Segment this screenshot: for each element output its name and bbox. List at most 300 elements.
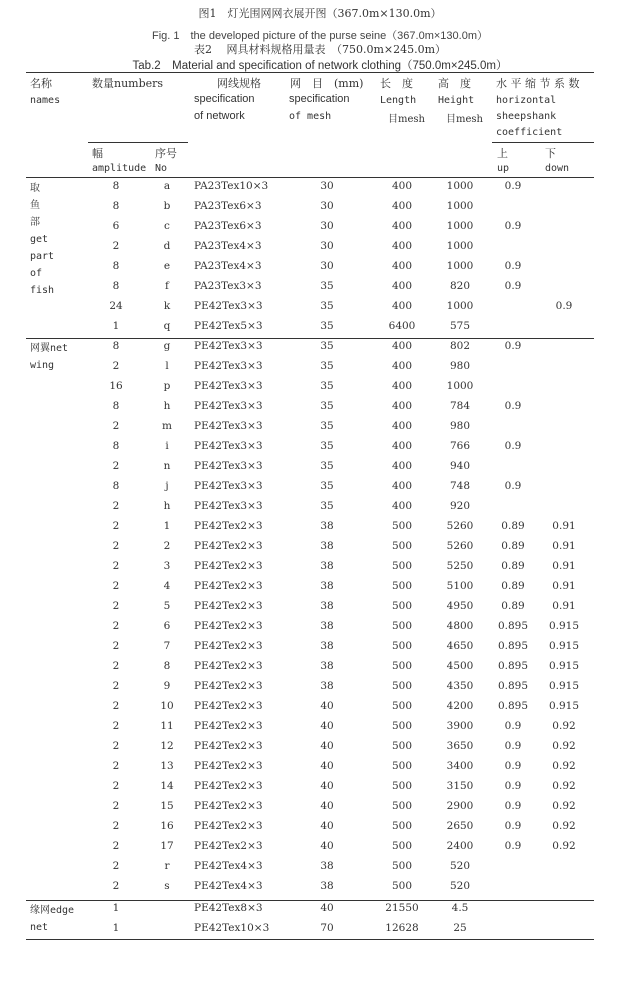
cell-coef-down: 0.92 xyxy=(552,720,576,732)
cell-coef-down: 0.91 xyxy=(552,560,576,572)
cell-net-spec: PE42Tex2×3 xyxy=(194,560,263,572)
table-2-caption-en: Tab.2 Material and specification of network clothing（750.0m×245.0m） xyxy=(132,60,508,72)
cell-length: 12628 xyxy=(385,922,419,934)
table-bottom-rule xyxy=(26,939,594,940)
cell-mesh: 35 xyxy=(320,480,334,492)
cell-amplitude: 8 xyxy=(112,400,120,412)
cell-net-spec: PE42Tex2×3 xyxy=(194,700,263,712)
cell-height: 4.5 xyxy=(451,902,469,914)
header-names-cn: 名称 xyxy=(30,77,52,90)
cell-number: r xyxy=(164,860,170,872)
cell-amplitude: 2 xyxy=(112,620,120,632)
cell-number: 3 xyxy=(163,560,171,572)
cell-amplitude: 8 xyxy=(112,340,120,352)
header-up-cn: 上 xyxy=(497,147,508,160)
cell-mesh: 35 xyxy=(320,280,334,292)
cell-amplitude: 2 xyxy=(112,600,120,612)
cell-mesh: 35 xyxy=(320,300,334,312)
figure-1-caption-en: Fig. 1 the developed picture of the purse seine（367.0m×130.0m） xyxy=(151,30,488,42)
cell-amplitude: 2 xyxy=(112,540,120,552)
cell-length: 500 xyxy=(391,760,413,772)
cell-coef-up: 0.9 xyxy=(504,740,522,752)
cell-mesh: 38 xyxy=(320,680,334,692)
cell-net-spec: PE42Tex3×3 xyxy=(194,400,263,412)
cell-net-spec: PE42Tex2×3 xyxy=(194,660,263,672)
header-spec-cn: 网线规格 xyxy=(217,77,261,90)
cell-coef-up: 0.89 xyxy=(501,580,525,592)
header-spec-en-2: of network xyxy=(194,110,245,122)
cell-amplitude: 2 xyxy=(112,660,120,672)
cell-amplitude: 2 xyxy=(112,520,120,532)
cell-number: 5 xyxy=(163,600,171,612)
cell-height: 5250 xyxy=(446,560,474,572)
cell-height: 2400 xyxy=(446,840,474,852)
cell-length: 400 xyxy=(391,480,413,492)
cell-height: 4350 xyxy=(446,680,474,692)
cell-mesh: 38 xyxy=(320,540,334,552)
cell-height: 4500 xyxy=(446,660,474,672)
cell-length: 400 xyxy=(391,200,413,212)
cell-length: 400 xyxy=(391,420,413,432)
cell-mesh: 38 xyxy=(320,640,334,652)
cell-net-spec: PE42Tex3×3 xyxy=(194,380,263,392)
cell-coef-down: 0.92 xyxy=(552,820,576,832)
cell-length: 500 xyxy=(391,540,413,552)
header-coefficient-subrule xyxy=(492,142,594,143)
cell-mesh: 35 xyxy=(320,460,334,472)
cell-coef-up: 0.89 xyxy=(501,520,525,532)
cell-length: 500 xyxy=(391,720,413,732)
cell-net-spec: PE42Tex3×3 xyxy=(194,360,263,372)
cell-height: 1000 xyxy=(446,240,474,252)
cell-mesh: 30 xyxy=(320,200,334,212)
cell-coef-up: 0.895 xyxy=(497,640,529,652)
cell-height: 4650 xyxy=(446,640,474,652)
cell-length: 500 xyxy=(391,600,413,612)
cell-mesh: 35 xyxy=(320,500,334,512)
cell-number: a xyxy=(163,180,171,192)
cell-mesh: 30 xyxy=(320,220,334,232)
cell-length: 500 xyxy=(391,740,413,752)
cell-net-spec: PE42Tex3×3 xyxy=(194,420,263,432)
cell-coef-down: 0.9 xyxy=(555,300,573,312)
header-height-cn: 高 度 xyxy=(438,77,471,90)
header-coefficient-cn: 水 平 缩 节 系 数 xyxy=(496,77,580,90)
cell-amplitude: 8 xyxy=(112,260,120,272)
cell-net-spec: PE42Tex8×3 xyxy=(194,902,263,914)
cell-height: 1000 xyxy=(446,260,474,272)
cell-number: 11 xyxy=(160,720,174,732)
cell-amplitude: 8 xyxy=(112,440,120,452)
cell-mesh: 38 xyxy=(320,880,334,892)
table-2-caption-cn: 表2 网具材料规格用量表 （750.0m×245.0m） xyxy=(193,43,447,56)
cell-net-spec: PE42Tex10×3 xyxy=(194,922,270,934)
cell-number: 14 xyxy=(160,780,174,792)
cell-height: 1000 xyxy=(446,220,474,232)
cell-height: 25 xyxy=(453,922,467,934)
cell-coef-up: 0.9 xyxy=(504,720,522,732)
cell-length: 400 xyxy=(391,460,413,472)
cell-net-spec: PA23Tex6×3 xyxy=(194,220,262,232)
header-coefficient-en-2: sheepshank xyxy=(496,111,557,122)
cell-amplitude: 2 xyxy=(112,700,120,712)
cell-amplitude: 2 xyxy=(112,740,120,752)
cell-mesh: 40 xyxy=(320,780,334,792)
cell-coef-up: 0.9 xyxy=(504,820,522,832)
cell-coef-down: 0.915 xyxy=(548,640,580,652)
cell-coef-up: 0.89 xyxy=(501,600,525,612)
cell-number: n xyxy=(163,460,171,472)
cell-net-spec: PE42Tex5×3 xyxy=(194,320,263,332)
cell-length: 400 xyxy=(391,500,413,512)
cell-coef-up: 0.9 xyxy=(504,440,522,452)
cell-coef-down: 0.91 xyxy=(552,520,576,532)
cell-coef-down: 0.91 xyxy=(552,580,576,592)
header-no-cn: 序号 xyxy=(155,147,177,160)
header-amplitude-en: amplitude xyxy=(92,163,147,174)
cell-amplitude: 2 xyxy=(112,780,120,792)
cell-net-spec: PE42Tex4×3 xyxy=(194,860,263,872)
cell-amplitude: 2 xyxy=(112,820,120,832)
header-up-en: up xyxy=(497,163,510,174)
group-label: 缘网edge net xyxy=(30,905,75,933)
cell-number: g xyxy=(163,340,171,352)
cell-height: 980 xyxy=(449,420,471,432)
cell-height: 5100 xyxy=(446,580,474,592)
cell-mesh: 38 xyxy=(320,600,334,612)
cell-height: 1000 xyxy=(446,180,474,192)
cell-net-spec: PE42Tex3×3 xyxy=(194,440,263,452)
cell-amplitude: 2 xyxy=(112,680,120,692)
cell-amplitude: 1 xyxy=(112,922,120,934)
cell-net-spec: PA23Tex4×3 xyxy=(194,240,262,252)
header-names-en: names xyxy=(30,95,61,106)
header-spec-en-1: specification xyxy=(194,93,255,105)
cell-length: 500 xyxy=(391,660,413,672)
cell-height: 4800 xyxy=(446,620,474,632)
cell-mesh: 38 xyxy=(320,560,334,572)
cell-coef-up: 0.9 xyxy=(504,780,522,792)
cell-number: 15 xyxy=(160,800,174,812)
cell-length: 400 xyxy=(391,180,413,192)
cell-mesh: 35 xyxy=(320,440,334,452)
cell-height: 820 xyxy=(449,280,471,292)
header-height-en-2: 目mesh xyxy=(446,114,483,125)
cell-amplitude: 2 xyxy=(112,860,120,872)
cell-height: 980 xyxy=(449,360,471,372)
cell-height: 520 xyxy=(449,880,471,892)
cell-amplitude: 2 xyxy=(112,360,120,372)
header-mesh-en-1: specification xyxy=(289,93,350,105)
cell-length: 400 xyxy=(391,340,413,352)
cell-length: 400 xyxy=(391,260,413,272)
header-coefficient-en-1: horizontal xyxy=(496,95,557,106)
cell-mesh: 38 xyxy=(320,660,334,672)
header-numbers: 数量numbers xyxy=(92,77,164,90)
cell-amplitude: 24 xyxy=(109,300,123,312)
cell-number: 4 xyxy=(163,580,171,592)
header-numbers-subrule xyxy=(88,142,188,143)
cell-length: 400 xyxy=(391,400,413,412)
cell-amplitude: 8 xyxy=(112,180,120,192)
cell-mesh: 30 xyxy=(320,240,334,252)
group-separator-rule xyxy=(26,338,594,339)
cell-height: 3150 xyxy=(446,780,474,792)
cell-height: 1000 xyxy=(446,200,474,212)
cell-mesh: 40 xyxy=(320,902,334,914)
cell-number: m xyxy=(162,420,172,432)
cell-mesh: 35 xyxy=(320,320,334,332)
cell-net-spec: PE42Tex2×3 xyxy=(194,740,263,752)
cell-coef-down: 0.92 xyxy=(552,760,576,772)
cell-mesh: 38 xyxy=(320,860,334,872)
cell-height: 1000 xyxy=(446,380,474,392)
cell-net-spec: PE42Tex2×3 xyxy=(194,620,263,632)
cell-height: 3900 xyxy=(446,720,474,732)
cell-mesh: 40 xyxy=(320,760,334,772)
cell-amplitude: 2 xyxy=(112,500,120,512)
cell-amplitude: 2 xyxy=(112,880,120,892)
cell-coef-down: 0.915 xyxy=(548,660,580,672)
cell-height: 5260 xyxy=(446,540,474,552)
cell-net-spec: PA23Tex6×3 xyxy=(194,200,262,212)
cell-mesh: 40 xyxy=(320,820,334,832)
cell-height: 1000 xyxy=(446,300,474,312)
cell-amplitude: 2 xyxy=(112,580,120,592)
cell-number: 2 xyxy=(163,540,171,552)
cell-number: q xyxy=(163,320,171,332)
cell-number: 13 xyxy=(160,760,174,772)
cell-length: 400 xyxy=(391,360,413,372)
cell-amplitude: 16 xyxy=(109,380,123,392)
cell-number: e xyxy=(163,260,171,272)
group-label: 网翼net wing xyxy=(30,343,69,371)
cell-coef-down: 0.915 xyxy=(548,680,580,692)
cell-number: f xyxy=(165,280,169,292)
cell-coef-up: 0.9 xyxy=(504,840,522,852)
cell-mesh: 40 xyxy=(320,720,334,732)
cell-coef-up: 0.9 xyxy=(504,760,522,772)
cell-number: 12 xyxy=(160,740,174,752)
cell-amplitude: 1 xyxy=(112,320,120,332)
cell-mesh: 35 xyxy=(320,400,334,412)
cell-length: 500 xyxy=(391,880,413,892)
cell-height: 3650 xyxy=(446,740,474,752)
cell-length: 400 xyxy=(391,220,413,232)
cell-amplitude: 8 xyxy=(112,280,120,292)
cell-mesh: 30 xyxy=(320,180,334,192)
cell-coef-up: 0.9 xyxy=(504,480,522,492)
cell-number: s xyxy=(164,880,170,892)
cell-mesh: 40 xyxy=(320,800,334,812)
cell-number: d xyxy=(163,240,171,252)
cell-height: 2650 xyxy=(446,820,474,832)
cell-amplitude: 2 xyxy=(112,560,120,572)
cell-mesh: 35 xyxy=(320,380,334,392)
header-length-en-1: Length xyxy=(380,95,417,106)
cell-net-spec: PE42Tex2×3 xyxy=(194,760,263,772)
cell-number: p xyxy=(163,380,171,392)
cell-net-spec: PE42Tex2×3 xyxy=(194,540,263,552)
header-length-en-2: 目mesh xyxy=(388,114,425,125)
cell-mesh: 40 xyxy=(320,840,334,852)
cell-length: 500 xyxy=(391,680,413,692)
cell-number: i xyxy=(165,440,169,452)
cell-number: 8 xyxy=(163,660,171,672)
cell-mesh: 38 xyxy=(320,620,334,632)
cell-net-spec: PE42Tex2×3 xyxy=(194,840,263,852)
cell-number: 1 xyxy=(163,520,171,532)
cell-length: 500 xyxy=(391,840,413,852)
header-down-cn: 下 xyxy=(545,147,556,160)
cell-height: 3400 xyxy=(446,760,474,772)
cell-net-spec: PE42Tex2×3 xyxy=(194,800,263,812)
header-bottom-rule xyxy=(26,177,594,178)
cell-coef-up: 0.9 xyxy=(504,340,522,352)
cell-coef-down: 0.92 xyxy=(552,800,576,812)
group-separator-rule xyxy=(26,900,594,901)
cell-net-spec: PE42Tex3×3 xyxy=(194,340,263,352)
cell-amplitude: 2 xyxy=(112,720,120,732)
cell-mesh: 38 xyxy=(320,520,334,532)
header-down-en: down xyxy=(545,163,570,174)
cell-mesh: 35 xyxy=(320,360,334,372)
cell-length: 500 xyxy=(391,860,413,872)
cell-net-spec: PE42Tex2×3 xyxy=(194,640,263,652)
cell-length: 400 xyxy=(391,300,413,312)
cell-coef-up: 0.89 xyxy=(501,560,525,572)
cell-net-spec: PE42Tex2×3 xyxy=(194,580,263,592)
cell-amplitude: 2 xyxy=(112,240,120,252)
cell-coef-up: 0.9 xyxy=(504,180,522,192)
cell-coef-down: 0.92 xyxy=(552,840,576,852)
cell-length: 500 xyxy=(391,780,413,792)
cell-mesh: 35 xyxy=(320,340,334,352)
cell-net-spec: PA23Tex10×3 xyxy=(194,180,269,192)
cell-coef-down: 0.91 xyxy=(552,600,576,612)
header-length-cn: 长 度 xyxy=(380,77,413,90)
cell-length: 500 xyxy=(391,700,413,712)
cell-amplitude: 2 xyxy=(112,760,120,772)
cell-amplitude: 6 xyxy=(112,220,120,232)
cell-length: 500 xyxy=(391,640,413,652)
cell-height: 2900 xyxy=(446,800,474,812)
cell-coef-up: 0.895 xyxy=(497,620,529,632)
header-mesh-cn: 网 目 (mm) xyxy=(290,77,364,90)
cell-coef-down: 0.91 xyxy=(552,540,576,552)
cell-amplitude: 1 xyxy=(112,902,120,914)
cell-length: 500 xyxy=(391,620,413,632)
cell-net-spec: PE42Tex3×3 xyxy=(194,500,263,512)
cell-amplitude: 2 xyxy=(112,840,120,852)
cell-height: 940 xyxy=(449,460,471,472)
cell-number: 16 xyxy=(160,820,174,832)
cell-net-spec: PE42Tex3×3 xyxy=(194,480,263,492)
cell-length: 500 xyxy=(391,520,413,532)
cell-mesh: 40 xyxy=(320,740,334,752)
cell-coef-up: 0.89 xyxy=(501,540,525,552)
cell-coef-down: 0.92 xyxy=(552,740,576,752)
cell-coef-up: 0.9 xyxy=(504,220,522,232)
cell-length: 6400 xyxy=(388,320,416,332)
cell-mesh: 30 xyxy=(320,260,334,272)
cell-amplitude: 8 xyxy=(112,480,120,492)
cell-number: 9 xyxy=(163,680,171,692)
cell-net-spec: PE42Tex4×3 xyxy=(194,880,263,892)
cell-coef-down: 0.92 xyxy=(552,780,576,792)
cell-length: 21550 xyxy=(385,902,419,914)
header-height-en-1: Height xyxy=(438,95,475,106)
cell-height: 5260 xyxy=(446,520,474,532)
cell-height: 575 xyxy=(449,320,471,332)
cell-net-spec: PE42Tex3×3 xyxy=(194,460,263,472)
cell-mesh: 35 xyxy=(320,420,334,432)
cell-number: 17 xyxy=(160,840,174,852)
cell-amplitude: 2 xyxy=(112,800,120,812)
cell-length: 400 xyxy=(391,240,413,252)
cell-number: h xyxy=(163,500,171,512)
cell-number: 6 xyxy=(163,620,171,632)
cell-number: l xyxy=(165,360,169,372)
cell-height: 748 xyxy=(449,480,471,492)
cell-height: 4950 xyxy=(446,600,474,612)
cell-net-spec: PE42Tex2×3 xyxy=(194,680,263,692)
cell-coef-up: 0.895 xyxy=(497,660,529,672)
cell-number: 10 xyxy=(160,700,174,712)
cell-net-spec: PA23Tex3×3 xyxy=(194,280,262,292)
cell-length: 400 xyxy=(391,380,413,392)
cell-height: 520 xyxy=(449,860,471,872)
cell-coef-up: 0.9 xyxy=(504,800,522,812)
figure-1-caption-cn: 图1 灯光围网网衣展开图（367.0m×130.0m） xyxy=(198,7,442,20)
header-mesh-en-2: of mesh xyxy=(289,111,332,122)
cell-height: 766 xyxy=(449,440,471,452)
cell-length: 500 xyxy=(391,800,413,812)
cell-mesh: 38 xyxy=(320,580,334,592)
cell-coef-down: 0.915 xyxy=(548,620,580,632)
cell-number: b xyxy=(163,200,171,212)
cell-coef-up: 0.9 xyxy=(504,260,522,272)
table-top-rule xyxy=(26,72,594,73)
cell-number: 7 xyxy=(163,640,171,652)
cell-number: j xyxy=(165,480,169,492)
group-label: 取 鱼 部 get part of fish xyxy=(30,183,55,296)
cell-net-spec: PE42Tex2×3 xyxy=(194,520,263,532)
cell-amplitude: 2 xyxy=(112,640,120,652)
cell-length: 400 xyxy=(391,280,413,292)
cell-amplitude: 2 xyxy=(112,420,120,432)
cell-coef-up: 0.9 xyxy=(504,400,522,412)
cell-net-spec: PE42Tex2×3 xyxy=(194,820,263,832)
cell-height: 784 xyxy=(449,400,471,412)
header-amplitude-cn: 幅 xyxy=(92,147,103,160)
cell-amplitude: 2 xyxy=(112,460,120,472)
cell-amplitude: 8 xyxy=(112,200,120,212)
cell-height: 920 xyxy=(449,500,471,512)
cell-coef-down: 0.915 xyxy=(548,700,580,712)
cell-number: h xyxy=(163,400,171,412)
cell-height: 4200 xyxy=(446,700,474,712)
cell-number: c xyxy=(164,220,170,232)
cell-net-spec: PE42Tex2×3 xyxy=(194,720,263,732)
cell-number: k xyxy=(163,300,171,312)
header-coefficient-en-3: coefficient xyxy=(496,127,563,138)
cell-length: 500 xyxy=(391,560,413,572)
cell-net-spec: PE42Tex3×3 xyxy=(194,300,263,312)
header-no-en: No xyxy=(155,163,168,174)
cell-length: 400 xyxy=(391,440,413,452)
cell-net-spec: PE42Tex2×3 xyxy=(194,780,263,792)
